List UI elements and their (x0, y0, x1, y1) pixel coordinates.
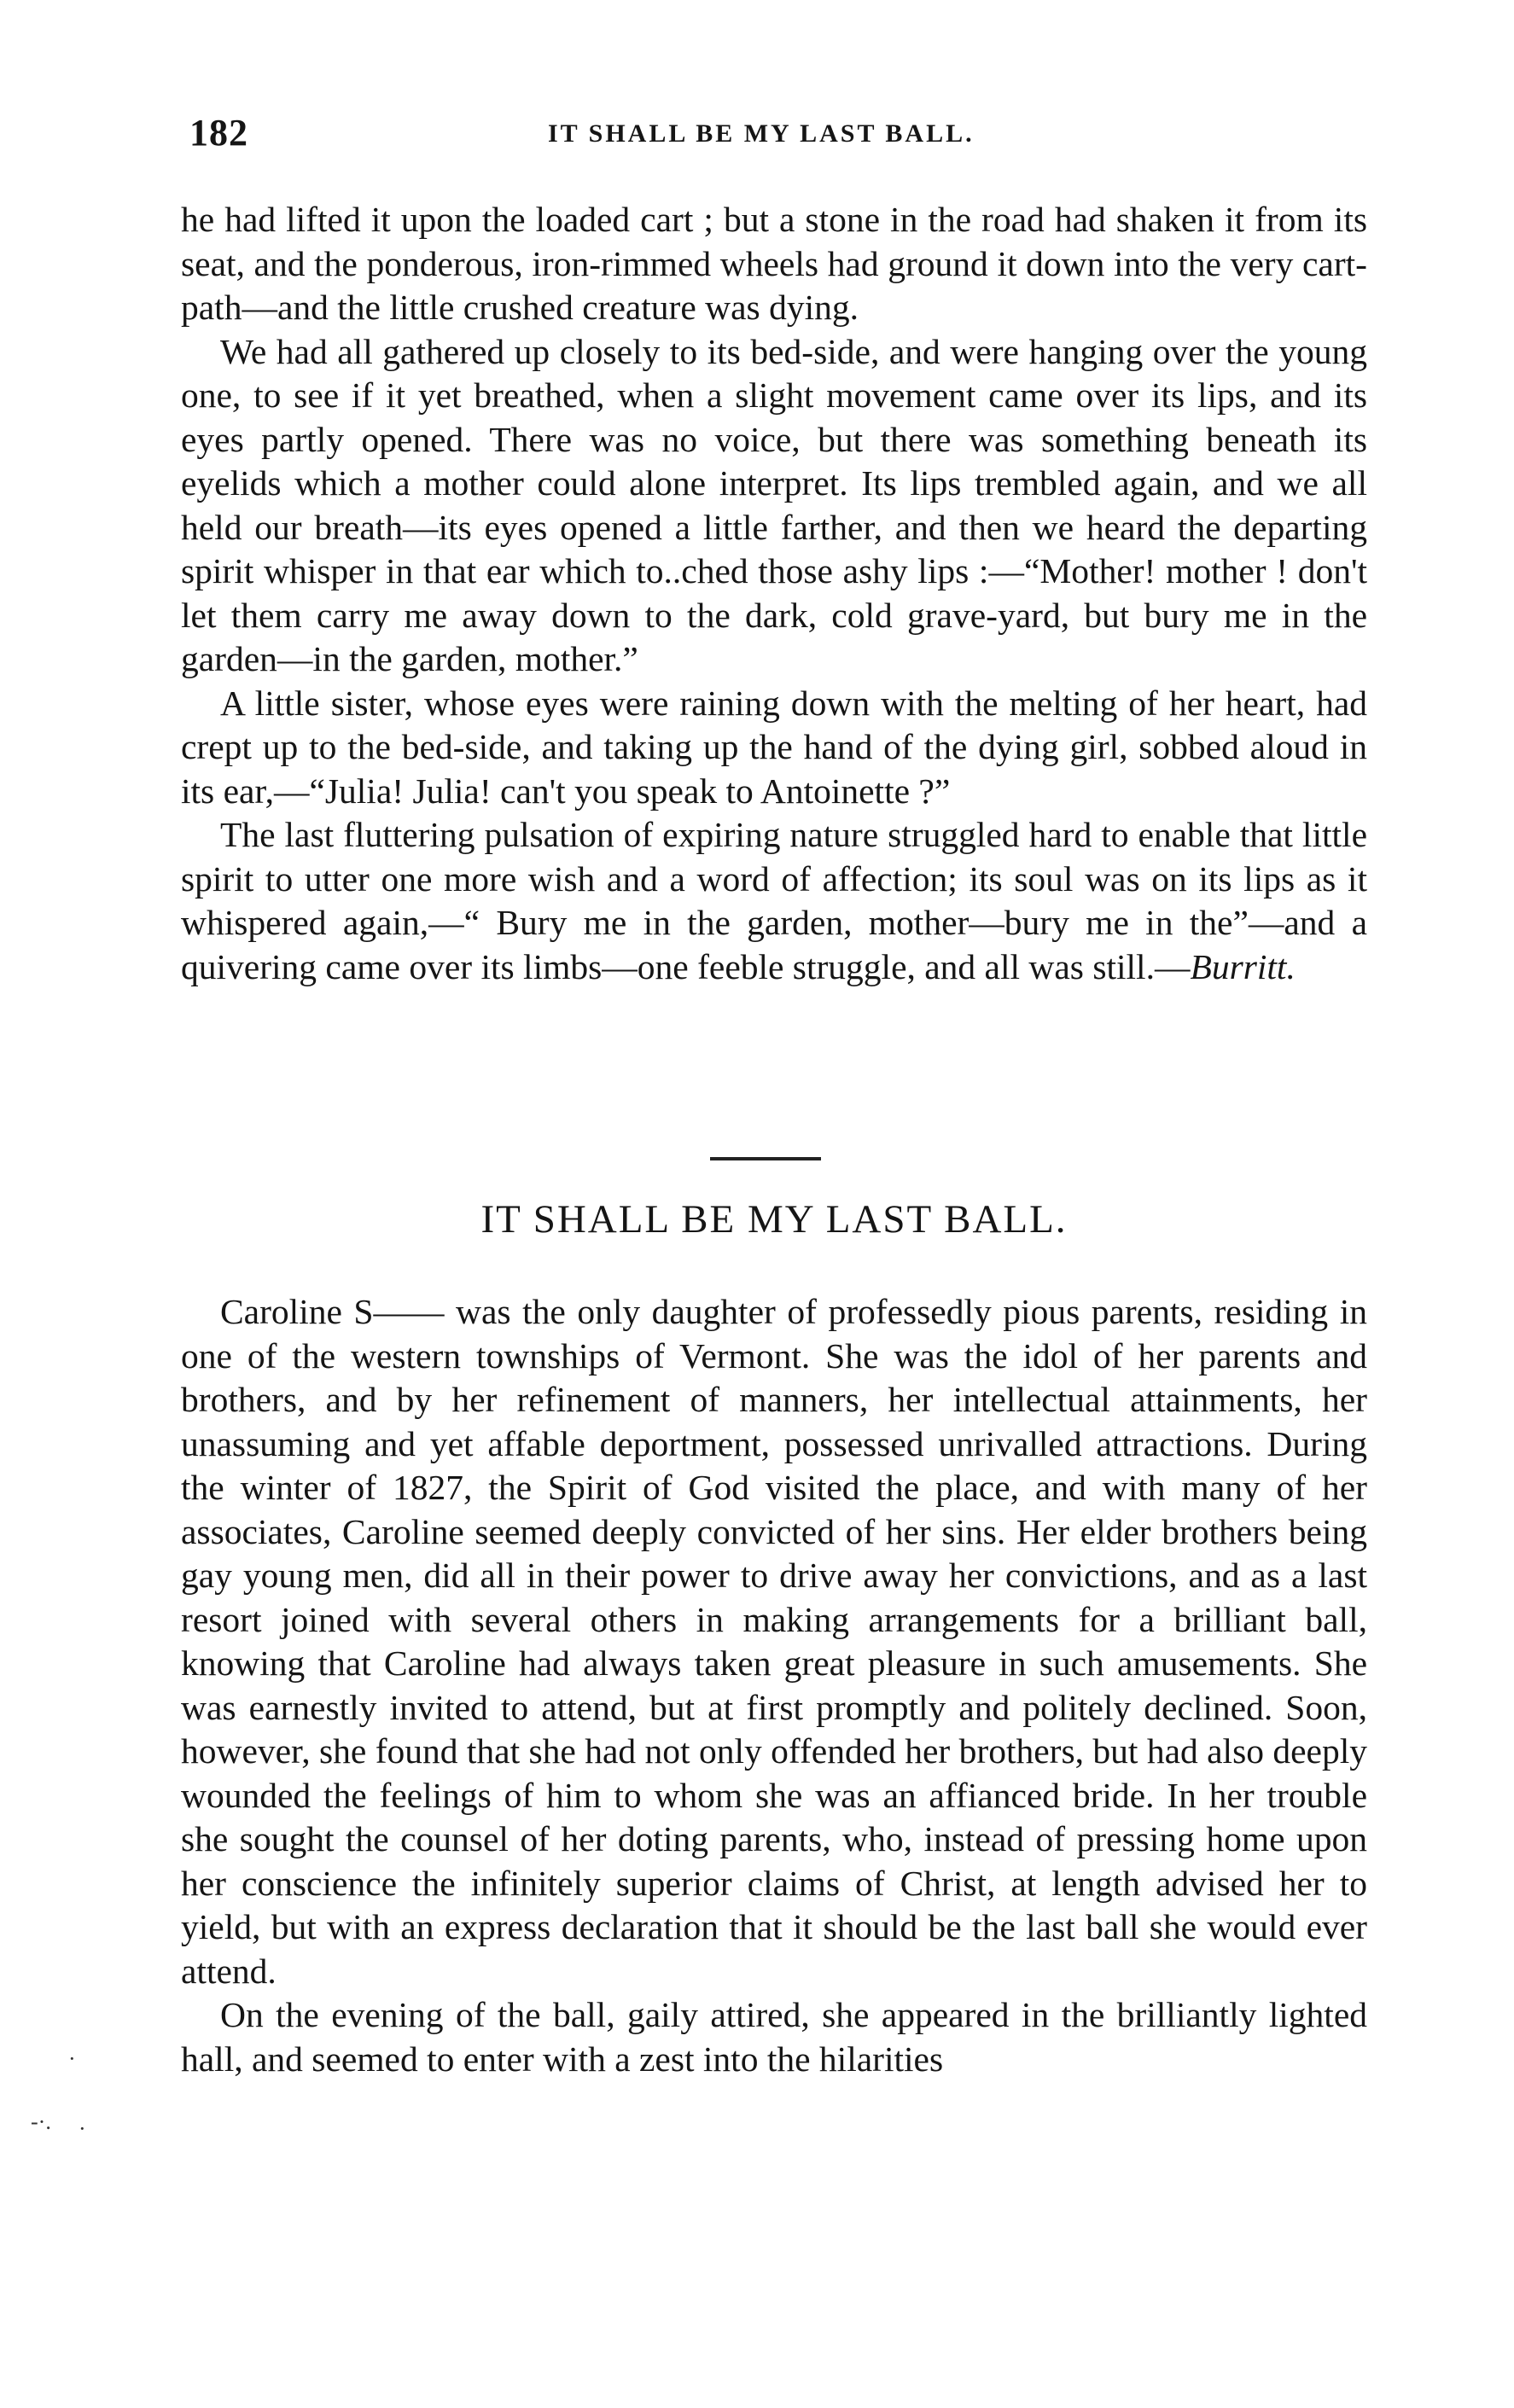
paragraph: We had all gathered up closely to its bed-side, and were hanging over the young one, to see if it yet breathed, when a slight movement came over its lips, and its eyes partly opened. There was no voice, but there was something beneath its eyelids which a mother could alone interpret. Its lips trembled again, and we all held our breath—its eyes opened a little farther, and then we heard the departing spirit whisper in that ear which to..ched those ashy lips :—“Mother! mother ! don't let them carry me away down to the dark, cold grave-yard, but bury me in the garden—in the garden, mother.” (181, 331, 1367, 678)
paragraph: he had lifted it upon the loaded cart ; but a stone in the road had shaken it from its seat, and the ponderous, iron-rimmed wheels had ground it down into the very cart-path—and the little crushed creature was dying. (181, 200, 1367, 327)
story-text (181, 1290, 1367, 2081)
paragraph: The last fluttering pulsation of expiring nature struggled hard to enable that little spirit to utter one more wish and a word of affection; its soul was on its lips as it whispered again,—“ Bury me in the garden, mother—bury me in the”—and a quivering came over its limbs—one feeble struggle, and all was still.— (181, 815, 1367, 986)
running-head: IT SHALL BE MY LAST BALL. (548, 119, 975, 148)
previous-story-text (181, 198, 1367, 989)
scan-speck: -·. (31, 2109, 51, 2134)
paragraph: A little sister, whose eyes were raining down with the melting of her heart, had crept up to the bed-side, and taking up the hand of the dying girl, sobbed aloud in its ear,—“Julia! Julia! can't you speak to Antoinette ?” (181, 683, 1367, 811)
paragraph-with-attribution (181, 813, 1367, 989)
section-title: IT SHALL BE MY LAST BALL. (480, 1197, 1068, 1242)
scan-speck: · (79, 2116, 86, 2141)
attribution: Burritt. (1190, 946, 1296, 986)
scan-speck: · (68, 2046, 76, 2071)
section-divider (710, 1157, 821, 1160)
paragraph: On the evening of the ball, gaily attired, she appeared in the brilliantly lighted hall, and seemed to enter with a zest into the hilarities (181, 1995, 1367, 2079)
page-header (189, 111, 1367, 162)
paragraph: Caroline S—— was the only daughter of professedly pious parents, residing in one of the western townships of Vermont. She was the idol of her parents and brothers, and by her refinement of manners, her intellectual attainments, her unassuming and yet affable deportment, possessed unrivalled attractions. During the winter of 1827, the Spirit of God visited the place, and with many of her associates, Caroline seemed deeply convicted of her sins. Her elder brothers being gay young men, did all in their power to drive away her convictions, and as a last resort joined with several others in making arrangements for a brilliant ball, knowing that Caroline had always taken great pleasure in such amusements. She was earnestly invited to attend, but at first promptly and politely declined. Soon, however, she found that she had not only offended her brothers, but had also deeply wounded the feelings of him to whom she was an affianced bride. In her trouble she sought the counsel of her doting parents, who, instead of pressing home upon her conscience the infinitely superior claims of Christ, at length advised her to yield, but with an express declaration that it should be the last ball she would ever attend. (181, 1292, 1367, 1991)
page-number: 182 (189, 112, 248, 154)
